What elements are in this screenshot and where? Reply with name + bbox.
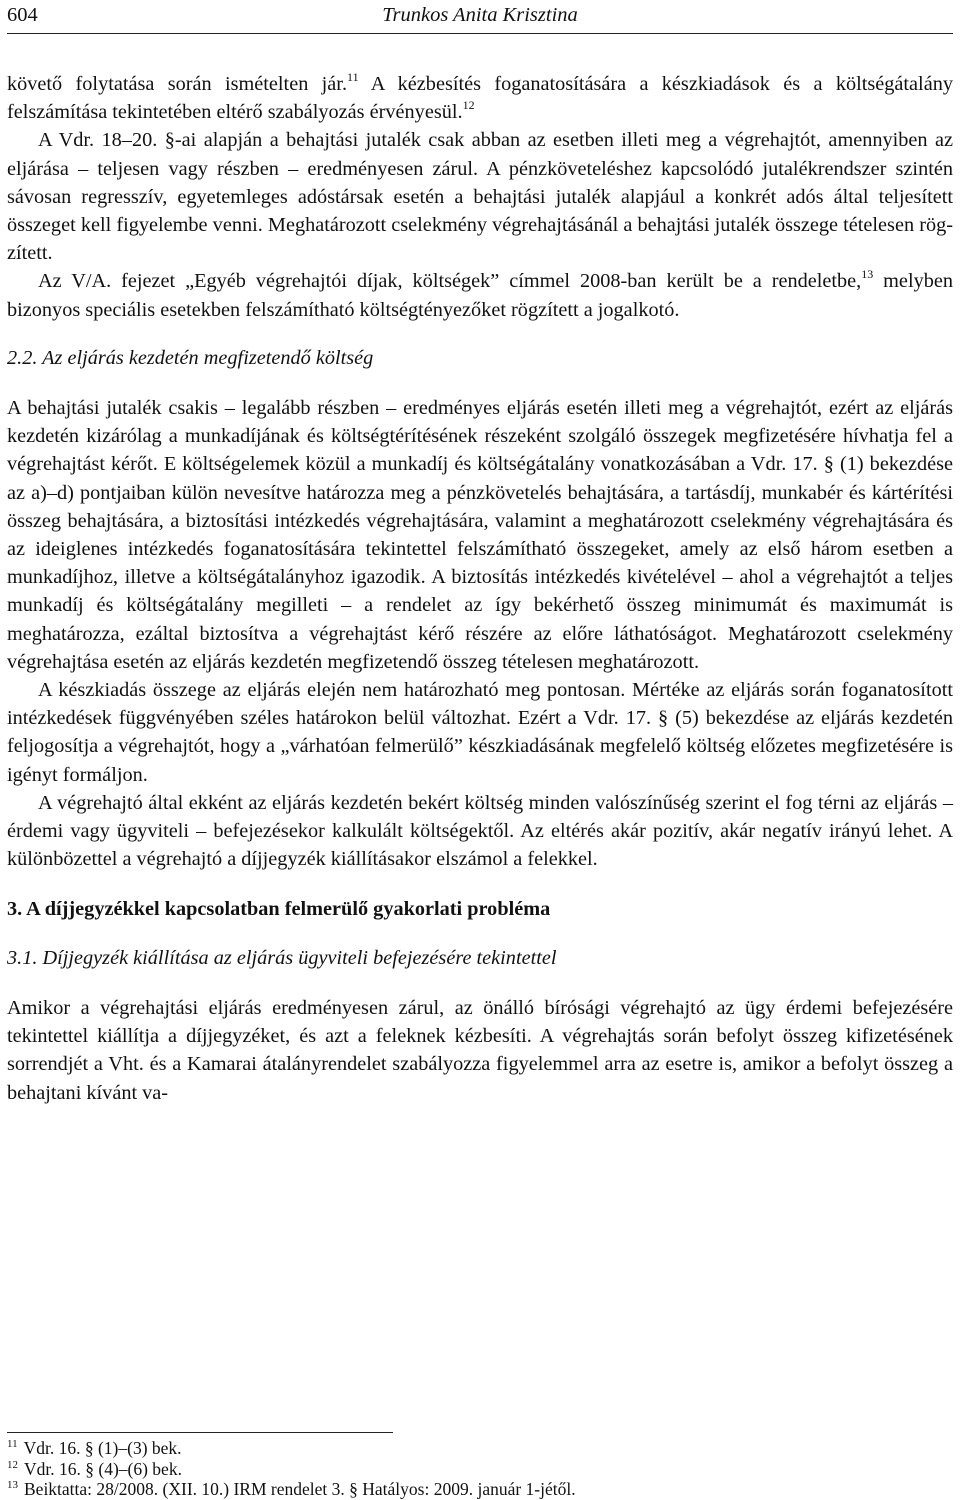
paragraph-va-fejezet: Az V/A. fejezet „Egyéb végrehajtói díjak, költségek” címmel 2008-ban került be a rendeletbe,$^{13}$ melyben bizonyos speciális esetekben felszámítható költségtényezőket rögzített a jogalkotó. (7, 267, 953, 321)
footnotes (7, 1438, 953, 1500)
footnote-ref-13[interactable]: 13 (861, 267, 874, 282)
paragraph-eljaras-kezdeten: A behajtási jutalék csakis – legalább részben – eredményes eljárás esetén illeti meg a végrehajtót, ezért az eljárás kezdetén kizárólag a munkadíjának és költségtérítésének részeként szolgáló összegek megfizetésére hívhatja fel a végrehajtást kérőt. E költségelemek közül a munkadíj és költségátalány vonatkozásában a Vdr. 17. § (1) bekezdése az a)–d) pontjaiban külön nevesítve határozza meg a pénzkövetelés behajtására, a tartásdíj, munkabér és kártérítési összeg behajtására, a biztosítási intézkedés végrehajtására, valamint a meghatározott cselekmény végrehajtására és az ideiglenes intézkedés foganatosítására tekintettel felszámítható összegeket, amely az első három esetben a munkadíjhoz, illetve a költségátalányhoz igazodik. A biztosítás intézkedés kivételével – ahol a végrehajtót a teljes munkadíj és költségátalány megilleti – a rendelet az így bekérhető összeg minimumát és maximumát is meghatározza, ezáltal biztosítva a végrehajtást kérő részére az előre láthatóságot. Meghatározott cselekmény végrehajtása esetén az eljárás kezdetén megfizetendő összeg tételesen meghatározott. (7, 397, 953, 673)
paragraph-keszkiadas: A készkiadás összege az eljárás elején nem határozható meg pontosan. Mértéke az eljárás során foganatosított intézkedések függvényében széles határokon belül változhat. Ezért a Vdr. 17. § (5) bekezdése az eljárás kezdetén feljogosítja a végrehajtót, hogy a „várhatóan felmerülő” készkiadásának megfelelő költség előzetes megfizetésére is igényt formáljon. (7, 679, 953, 786)
footnote-11: $^{11}$ Vdr. 16. § (1)–(3) bek. (7, 1438, 182, 1458)
header-rule (7, 33, 953, 34)
paragraph-behajtasi-jutalek: A Vdr. 18–20. §-ai alapján a behajtási jutalék csak abban az esetben illeti meg a végrehajtót, amennyiben az eljárása – teljesen vagy részben – eredményesen zárul. A pénzköveteléshez kapcsolódó jutalékrendszer szintén sávosan regresszív, egyetemleges adóstársak esetén a behajtási jutalék alapjául a konkrét adós által teljesített összeget kell figyelembe venni. Meghatározott cselekmény végrehajtásánál a behajtási jutalék összege tételesen rögzített. (7, 129, 953, 265)
footnote-ref-12[interactable]: 12 (462, 98, 475, 113)
paragraph-dijjegyzek: Amikor a végrehajtási eljárás eredményesen zárul, az önálló bírósági végrehajtó az ügy érdemi befejezésére tekintettel kiállítja a díjjegyzéket, és azt a feleknek kézbesíti. A végrehajtás során befolyt összeg kifizetésének sorrendjét a Vht. és a Kamarai átalányrendelet szabályozza figyelemmel arra az esetre is, amikor a befolyt összeg a behajtani kívánt va- (7, 996, 953, 1104)
subsection-heading-3-1: 3.1. Díjjegyzék kiállítása az eljárás ügyviteli befejezésére tekintettel (7, 946, 557, 969)
page-number: 604 (7, 4, 38, 26)
subsection-heading-2-2: 2.2. Az eljárás kezdetén megfizetendő költség (7, 346, 374, 369)
section-heading-3: 3. A díjjegyzékkel kapcsolatban felmerülő gyakorlati probléma (7, 898, 551, 921)
footnote-ref-11[interactable]: 11 (347, 70, 359, 84)
footnote-separator (7, 1432, 393, 1433)
paragraph-bekert-koltseg: A végrehajtó által ekként az eljárás kezdetén bekért költség minden valószínűség szerint el fog térni az eljárás – érdemi vagy ügyviteli – befejezésekor kalkulált költségektől. Az eltérés akár pozitív, akár negatív irányú lehet. A különbözettel a végrehajtó a díjjegyzék kiállításakor elszámol a felekkel. (7, 791, 953, 871)
page-header (7, 2, 953, 28)
body-text (7, 70, 953, 1107)
running-head-author: Trunkos Anita Krisztina (382, 4, 578, 26)
footnote-12: $^{12}$ Vdr. 16. § (4)–(6) bek. (7, 1458, 182, 1479)
footnote-13: $^{13}$ Beiktatta: 28/2008. (XII. 10.) IRM rendelet 3. § Hatályos: 2009. január 1-jétől. (7, 1479, 576, 1499)
paragraph-continuation: követő folytatása során ismételten jár.$^{11}$ A kézbesítés foganatosítására a készkiadások és a költségátalány felszámítása tekintetében eltérő szabályozás érvényesül.$^{12}$ (7, 70, 953, 124)
